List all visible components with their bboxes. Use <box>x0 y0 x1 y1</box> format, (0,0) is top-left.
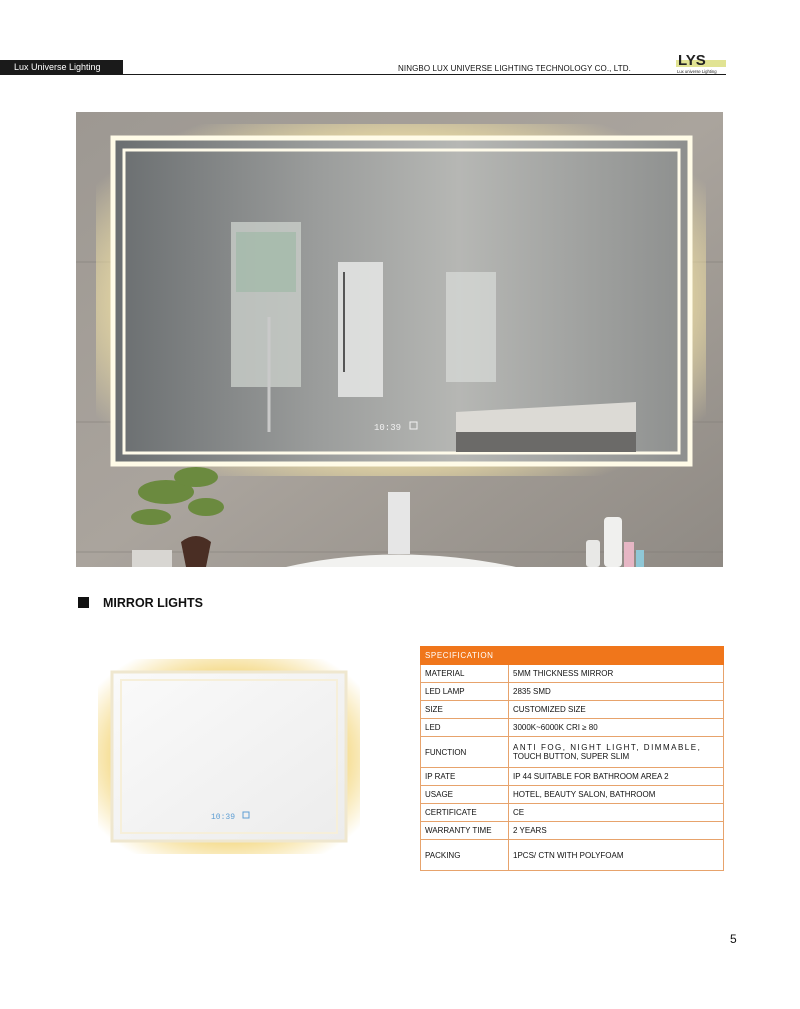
brand-tab-label: Lux Universe Lighting <box>14 62 101 72</box>
spec-header: SPECIFICATION <box>421 647 724 665</box>
section-title: MIRROR LIGHTS <box>103 596 203 610</box>
svg-text:LYS: LYS <box>678 52 706 69</box>
brand-tab <box>0 60 123 75</box>
header-rule <box>123 74 726 75</box>
spec-key: CERTIFICATE <box>421 804 509 822</box>
spec-value-line: TOUCH BUTTON, SUPER SLIM <box>513 752 630 761</box>
spec-key: SIZE <box>421 701 509 719</box>
spec-table <box>420 646 724 871</box>
spec-row <box>421 719 724 737</box>
spec-key: LED LAMP <box>421 683 509 701</box>
spec-value: CE <box>509 804 724 822</box>
spec-row <box>421 768 724 786</box>
spec-value: 5MM THICKNESS MIRROR <box>509 665 724 683</box>
spec-value: 3000K~6000K CRI ≥ 80 <box>509 719 724 737</box>
spec-key: MATERIAL <box>421 665 509 683</box>
spec-row <box>421 701 724 719</box>
svg-text:10:39: 10:39 <box>374 423 402 433</box>
spec-key: LED <box>421 719 509 737</box>
spec-value: 2835 SMD <box>509 683 724 701</box>
spec-row <box>421 804 724 822</box>
spec-key: PACKING <box>421 840 509 871</box>
spec-row <box>421 665 724 683</box>
spec-value: CUSTOMIZED SIZE <box>509 701 724 719</box>
spec-row <box>421 822 724 840</box>
svg-text:10:39: 10:39 <box>211 813 236 822</box>
page-number: 5 <box>730 932 737 946</box>
mirror-product-image <box>98 659 360 854</box>
spec-value: HOTEL, BEAUTY SALON, BATHROOM <box>509 786 724 804</box>
company-name: NINGBO LUX UNIVERSE LIGHTING TECHNOLOGY CO., LTD. <box>398 64 631 73</box>
spec-row <box>421 737 724 768</box>
spec-key: USAGE <box>421 786 509 804</box>
svg-text:Lux universe Lighting: Lux universe Lighting <box>677 69 717 74</box>
section-bullet <box>78 597 89 608</box>
spec-key: FUNCTION <box>421 737 509 768</box>
lys-logo <box>676 51 726 75</box>
spec-row <box>421 683 724 701</box>
spec-row <box>421 786 724 804</box>
spec-value <box>509 737 724 768</box>
spec-value-line: ANTI FOG, NIGHT LIGHT, DIMMABLE, <box>513 743 702 752</box>
spec-value: 2 YEARS <box>509 822 724 840</box>
spec-value: 1PCS/ CTN WITH POLYFOAM <box>509 840 724 871</box>
spec-row <box>421 840 724 871</box>
spec-value: IP 44 SUITABLE FOR BATHROOM AREA 2 <box>509 768 724 786</box>
bathroom-mirror-photo <box>76 112 723 567</box>
spec-key: WARRANTY TIME <box>421 822 509 840</box>
spec-key: IP RATE <box>421 768 509 786</box>
spec-header-row <box>421 647 724 665</box>
